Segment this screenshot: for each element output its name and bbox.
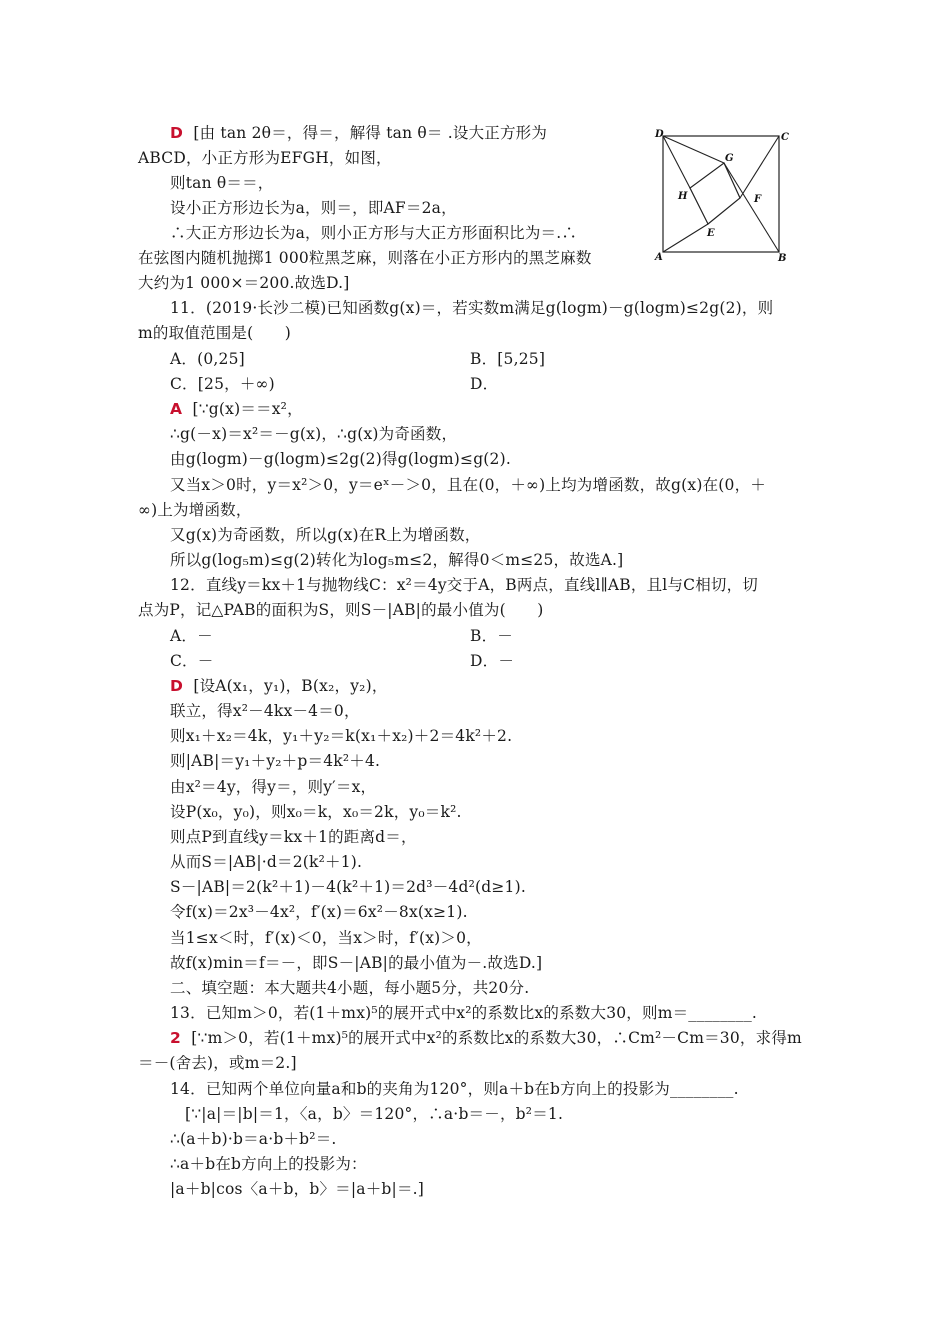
label-e: E <box>707 228 715 239</box>
text-line: 又当x＞0时，y＝x²＞0，y＝eˣ－＞0，且在(0，＋∞)上均为增函数，故g(x)在(0，＋ <box>170 476 766 494</box>
text-line: 在弦图内随机抛掷1 000粒黑芝麻，则落在小正方形内的黑芝麻数 <box>138 249 592 267</box>
text-line: 故f(x)min＝f＝－，即S－|AB|的最小值为－.故选D.] <box>170 954 543 972</box>
text-line: 由x²＝4y，得y＝，则y′＝x， <box>170 778 377 796</box>
choice-a: A．－ <box>170 627 213 645</box>
text-line: 则x₁＋x₂＝4k，y₁＋y₂＝k(x₁＋x₂)＋2＝4k²＋2. <box>170 727 513 745</box>
text-line: 所以g(log₅m)≤g(2)转化为log₅m≤2，解得0＜m≤25，故选A.] <box>170 551 624 569</box>
text-line: S－|AB|＝2(k²＋1)－4(k²＋1)＝2d³－4d²(d≥1). <box>170 878 526 896</box>
text-line: 设小正方形边长为a，则＝，即AF＝2a， <box>170 199 457 217</box>
text-line: ＝－(舍去)，或m＝2.] <box>138 1054 297 1072</box>
label-f: F <box>754 194 762 205</box>
text-line: 令f(x)＝2x³－4x²，f′(x)＝6x²－8x(x≥1). <box>170 903 468 921</box>
question-11: 11．(2019·长沙二模)已知函数g(x)＝，若实数m满足g(logm)－g(logm)≤2g(2)，则 <box>170 299 774 317</box>
answer-mark: A <box>170 400 183 418</box>
text-line: 则tan θ＝＝， <box>170 174 274 192</box>
inner-square <box>690 163 740 224</box>
choice-c: C．－ <box>170 652 214 670</box>
text-line: D [由 tan 2θ＝，得＝，解得 tan θ＝ .设大正方形为 <box>170 124 548 142</box>
answer-mark: D <box>170 677 184 695</box>
choice-d: D．－ <box>470 652 515 670</box>
text-line: 2 [∵m＞0，若(1＋mx)⁵的展开式中x²的系数比x的系数大30，∴Cm²－Cm＝30，求得m <box>170 1029 802 1047</box>
text-line: ∴g(－x)＝x²＝－g(x)，∴g(x)为奇函数， <box>170 425 458 443</box>
text-line: 大约为1 000×＝200.故选D.] <box>138 274 350 292</box>
choice-b: B．－ <box>470 627 513 645</box>
text-line: 由g(logm)－g(logm)≤2g(2)得g(logm)≤g(2). <box>170 450 511 468</box>
text-line: 又g(x)为奇函数，所以g(x)在R上为增函数， <box>170 526 481 544</box>
label-a: A <box>655 252 663 263</box>
choice-a: A．(0,25] <box>170 350 245 368</box>
choice-d: D． <box>470 375 499 393</box>
question-14: 14．已知两个单位向量a和b的夹角为120°，则a＋b在b方向上的投影为________. <box>170 1080 739 1098</box>
text-line: ABCD，小正方形为EFGH，如图， <box>138 149 392 167</box>
text-line: m的取值范围是( ) <box>138 324 291 342</box>
section-heading: 二、填空题：本大题共4小题，每小题5分，共20分. <box>170 979 530 997</box>
text-line: ∴a＋b在b方向上的投影为： <box>170 1155 367 1173</box>
answer-mark: 2 <box>170 1029 181 1047</box>
text-line: |a＋b|cos〈a＋b，b〉＝|a＋b|＝.] <box>170 1180 425 1198</box>
text-line: 联立，得x²－4kx－4＝0， <box>170 702 360 720</box>
choice-c: C．[25，＋∞) <box>170 375 275 393</box>
text-line: ∞)上为增函数， <box>138 501 252 519</box>
square-diagram <box>650 124 800 266</box>
label-d: D <box>655 129 664 140</box>
label-b: B <box>778 253 787 264</box>
text-line: ∴(a＋b)·b＝a·b＋b²＝. <box>170 1130 337 1148</box>
question-13: 13．已知m＞0，若(1＋mx)⁵的展开式中x²的系数比x的系数大30，则m＝________. <box>170 1004 758 1022</box>
diagonal-segment <box>724 163 779 252</box>
text-line: A [∵g(x)＝＝x²， <box>170 400 303 418</box>
text-line: 设P(x₀，y₀)，则x₀＝k，x₀＝2k，y₀＝k². <box>170 803 462 821</box>
diagonal-segment <box>663 136 690 188</box>
text-line: 从而S＝|AB|·d＝2(k²＋1). <box>170 853 363 871</box>
choice-b: B．[5,25] <box>470 350 546 368</box>
diagonal-segment <box>740 136 779 198</box>
label-h: H <box>678 191 688 202</box>
text-line: [∵|a|＝|b|＝1，〈a，b〉＝120°，∴a·b＝－，b²＝1. <box>185 1105 564 1123</box>
label-c: C <box>781 132 789 143</box>
text-line: 点为P，记△PAB的面积为S，则S－|AB|的最小值为( ) <box>138 601 544 619</box>
text-line: 则点P到直线y＝kx＋1的距离d＝， <box>170 828 417 846</box>
text-line: 则|AB|＝y₁＋y₂＋p＝4k²＋4. <box>170 752 381 770</box>
answer-mark: D <box>170 124 184 142</box>
diagonal-segment <box>663 224 708 252</box>
text-line: 当1≤x＜时，f′(x)＜0，当x＞时，f′(x)＞0， <box>170 929 482 947</box>
text-line: D [设A(x₁，y₁)，B(x₂，y₂)， <box>170 677 388 695</box>
label-g: G <box>725 153 734 164</box>
text-line: ∴大正方形边长为a，则小正方形与大正方形面积比为＝.∴ <box>170 224 578 242</box>
diagonal-segment <box>663 136 724 163</box>
question-12: 12．直线y＝kx＋1与抛物线C：x²＝4y交于A，B两点，直线l∥AB，且l与C相切，切 <box>170 576 759 594</box>
